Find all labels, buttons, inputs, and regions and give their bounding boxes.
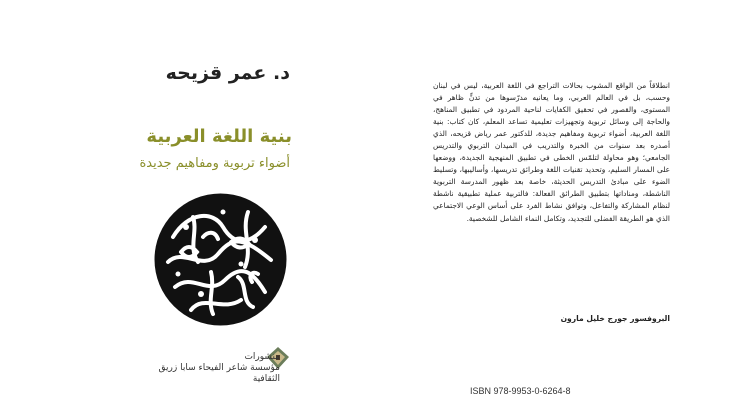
endorser-name: البروفسور جورج خليل مارون — [560, 314, 670, 323]
back-cover — [375, 0, 750, 420]
publisher-block — [150, 352, 280, 385]
calligraphy-emblem — [153, 192, 288, 327]
book-subtitle: أضواء تربوية ومفاهيم جديدة — [139, 156, 290, 171]
back-cover-blurb — [433, 80, 670, 225]
isbn-number: ISBN 978-9953-0-6264-8 — [470, 386, 571, 396]
publisher-name: مؤسسة شاعر الفيحاء سابا زريق الثقافية — [158, 363, 280, 384]
publisher-label: منشورات — [244, 352, 280, 362]
author-name: د. عمر قزيحه — [165, 62, 290, 84]
book-title: بنية اللغة العربية — [146, 126, 292, 147]
blurb-text: انطلاقاً من الواقع المشوب بحالات التراجع في اللغة العربية، ليس في لبنان وحسب، بل في العالم العربي، وما يعانيه مدرّسوها من تدنٍّ ظاهر في المستوى، والقصور في تحقيق الكفايات لناحية المردود في تطبيق المناهج، والحاجة إلى وسائل تربوية وتجهيزات تعليمية تساعد المعلم، كان كتاب: بنية اللغة العربية، أضواء تربوية ومفاهيم جديدة، للدكتور عمر رياض قزيحه، الذي أصدره بعد سنوات من الخبرة والتدريب في الميدان التربوي والتدريس الجامعي؛ وهو محاولة لتلمّس الخطى في تطبيق المنهجية الجديدة، ووضعها على المسار السليم، وتحديد تقنيات اللغة وطرائق تدريسها، وأساليبها، وتسليط الضوء على مبادئ التدريس الحديثة، خاصة بعد ظهور المدرسة التربوية الناشطة، ومناداتها بتطبيق الطرائق الفعالة: فالتربية عملية تطبيقية ناشطة لنظام المشاركة والتفاعل، وتوافق نشاط الفرد على أساس الوعي الاجتماعي الذي هو الطريقة الفضلى للتجديد، وتكامل النماء الشامل للشخصية. — [433, 81, 670, 223]
